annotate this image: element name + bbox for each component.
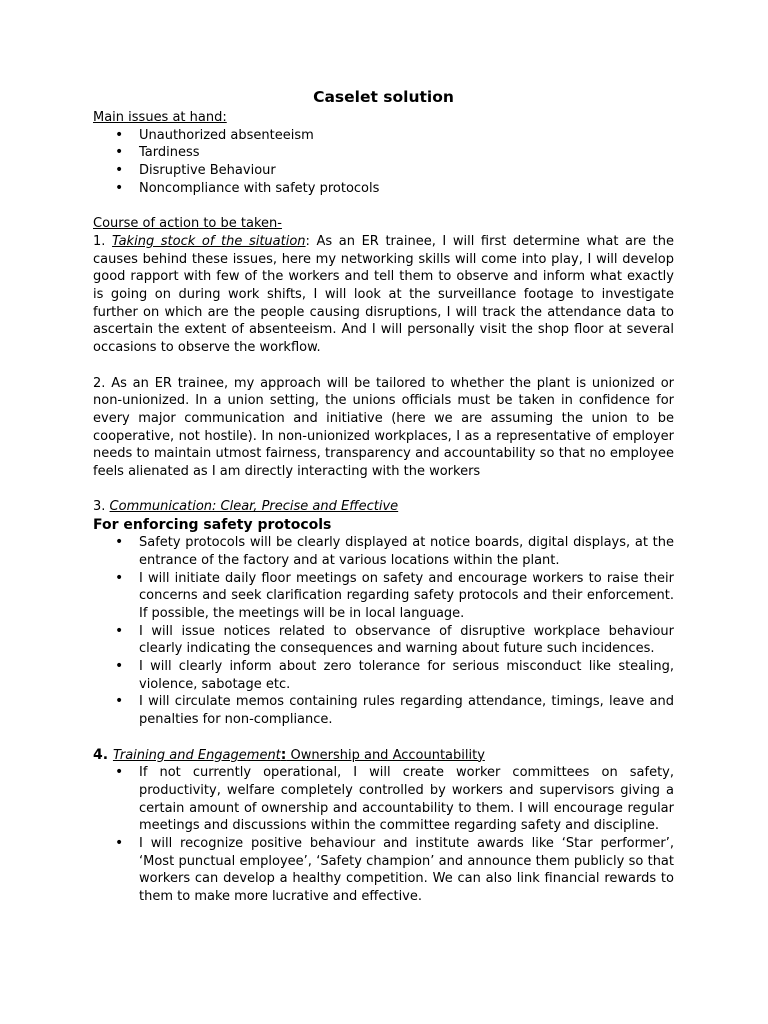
list-item: • I will issue notices related to observance of disruptive workplace behaviour clearly indicating the consequences and warning about future such incidences. bbox=[93, 623, 674, 658]
main-issues-heading: Main issues at hand: bbox=[93, 110, 227, 125]
list-item: • Disruptive Behaviour bbox=[93, 162, 674, 180]
list-item: • Tardiness bbox=[93, 144, 674, 162]
list-item: • I will initiate daily floor meetings on safety and encourage workers to raise their concerns and seek clarification regarding safety protocols and their enforcement. If possible, the meetings will be in local language. bbox=[93, 570, 674, 623]
course-heading: Course of action to be taken- bbox=[93, 216, 282, 232]
list-item: • Noncompliance with safety protocols bbox=[93, 180, 674, 198]
document-body bbox=[93, 87, 674, 906]
list-item: • I will circulate memos containing rules regarding attendance, timings, leave and penalties for non-compliance. bbox=[93, 693, 674, 728]
document-title: Caselet solution bbox=[313, 88, 454, 106]
list-item: • I will recognize positive behaviour and institute awards like ‘Star performer’, ‘Most punctual employee’, ‘Safety champion’ and announce them publicly so that workers can develop a healthy competition. We can also link financial rewards to them to make more lucrative and effective. bbox=[93, 835, 674, 906]
training-list bbox=[93, 764, 674, 906]
list-item: • Unauthorized absenteeism bbox=[93, 127, 674, 145]
list-item: • I will clearly inform about zero tolerance for serious misconduct like stealing, violence, sabotage etc. bbox=[93, 658, 674, 693]
paragraph-3-heading: 3. Communication: Clear, Precise and Effective bbox=[93, 499, 399, 515]
paragraph-4-title: Training and Engagement bbox=[112, 747, 281, 763]
communication-list bbox=[93, 534, 674, 729]
paragraph-1-title: Taking stock of the situation bbox=[112, 233, 306, 249]
main-issues-list bbox=[93, 127, 674, 198]
paragraph-3-title: Communication: Clear, Precise and Effective bbox=[109, 499, 399, 515]
paragraph-2: 2. As an ER trainee, my approach will be tailored to whether the plant is unionized or non-unionized. In a union setting, the unions officials must be taken in confidence for every major communication and initiative (here we are assuming the union to be cooperative, not hostile). In non-unionized workplaces, I as a representative of employer needs to maintain utmost fairness, transparency and accountability so that no employee feels alienated as I am directly interacting with the workers bbox=[93, 375, 674, 480]
list-item: • Safety protocols will be clearly displayed at notice boards, digital displays, at the entrance of the factory and at various locations within the plant. bbox=[93, 534, 674, 569]
list-item: • If not currently operational, I will create worker committees on safety, productivity, welfare completely controlled by workers and supervisors giving a certain amount of ownership and accountability to them. I will encourage regular meetings and discussions within the committee regarding safety and discipline. bbox=[93, 764, 674, 835]
paragraph-1: 1. Taking stock of the situation: As an ER trainee, I will first determine what are the causes behind these issues, here my networking skills will come into play, I will develop good rapport with few of the workers and tell them to observe and inform what exactly is going on during work shifts, I will look at the surveillance footage to investigate further on which are the people causing disruptions, I will track the attendance data to ascertain the extent of absenteeism. And I will personally visit the shop floor at several occasions to observe the workflow. bbox=[93, 233, 674, 356]
safety-subheading: For enforcing safety protocols bbox=[93, 517, 332, 534]
paragraph-4-heading: 4. Training and Engagement: Ownership and Accountability bbox=[93, 746, 485, 763]
